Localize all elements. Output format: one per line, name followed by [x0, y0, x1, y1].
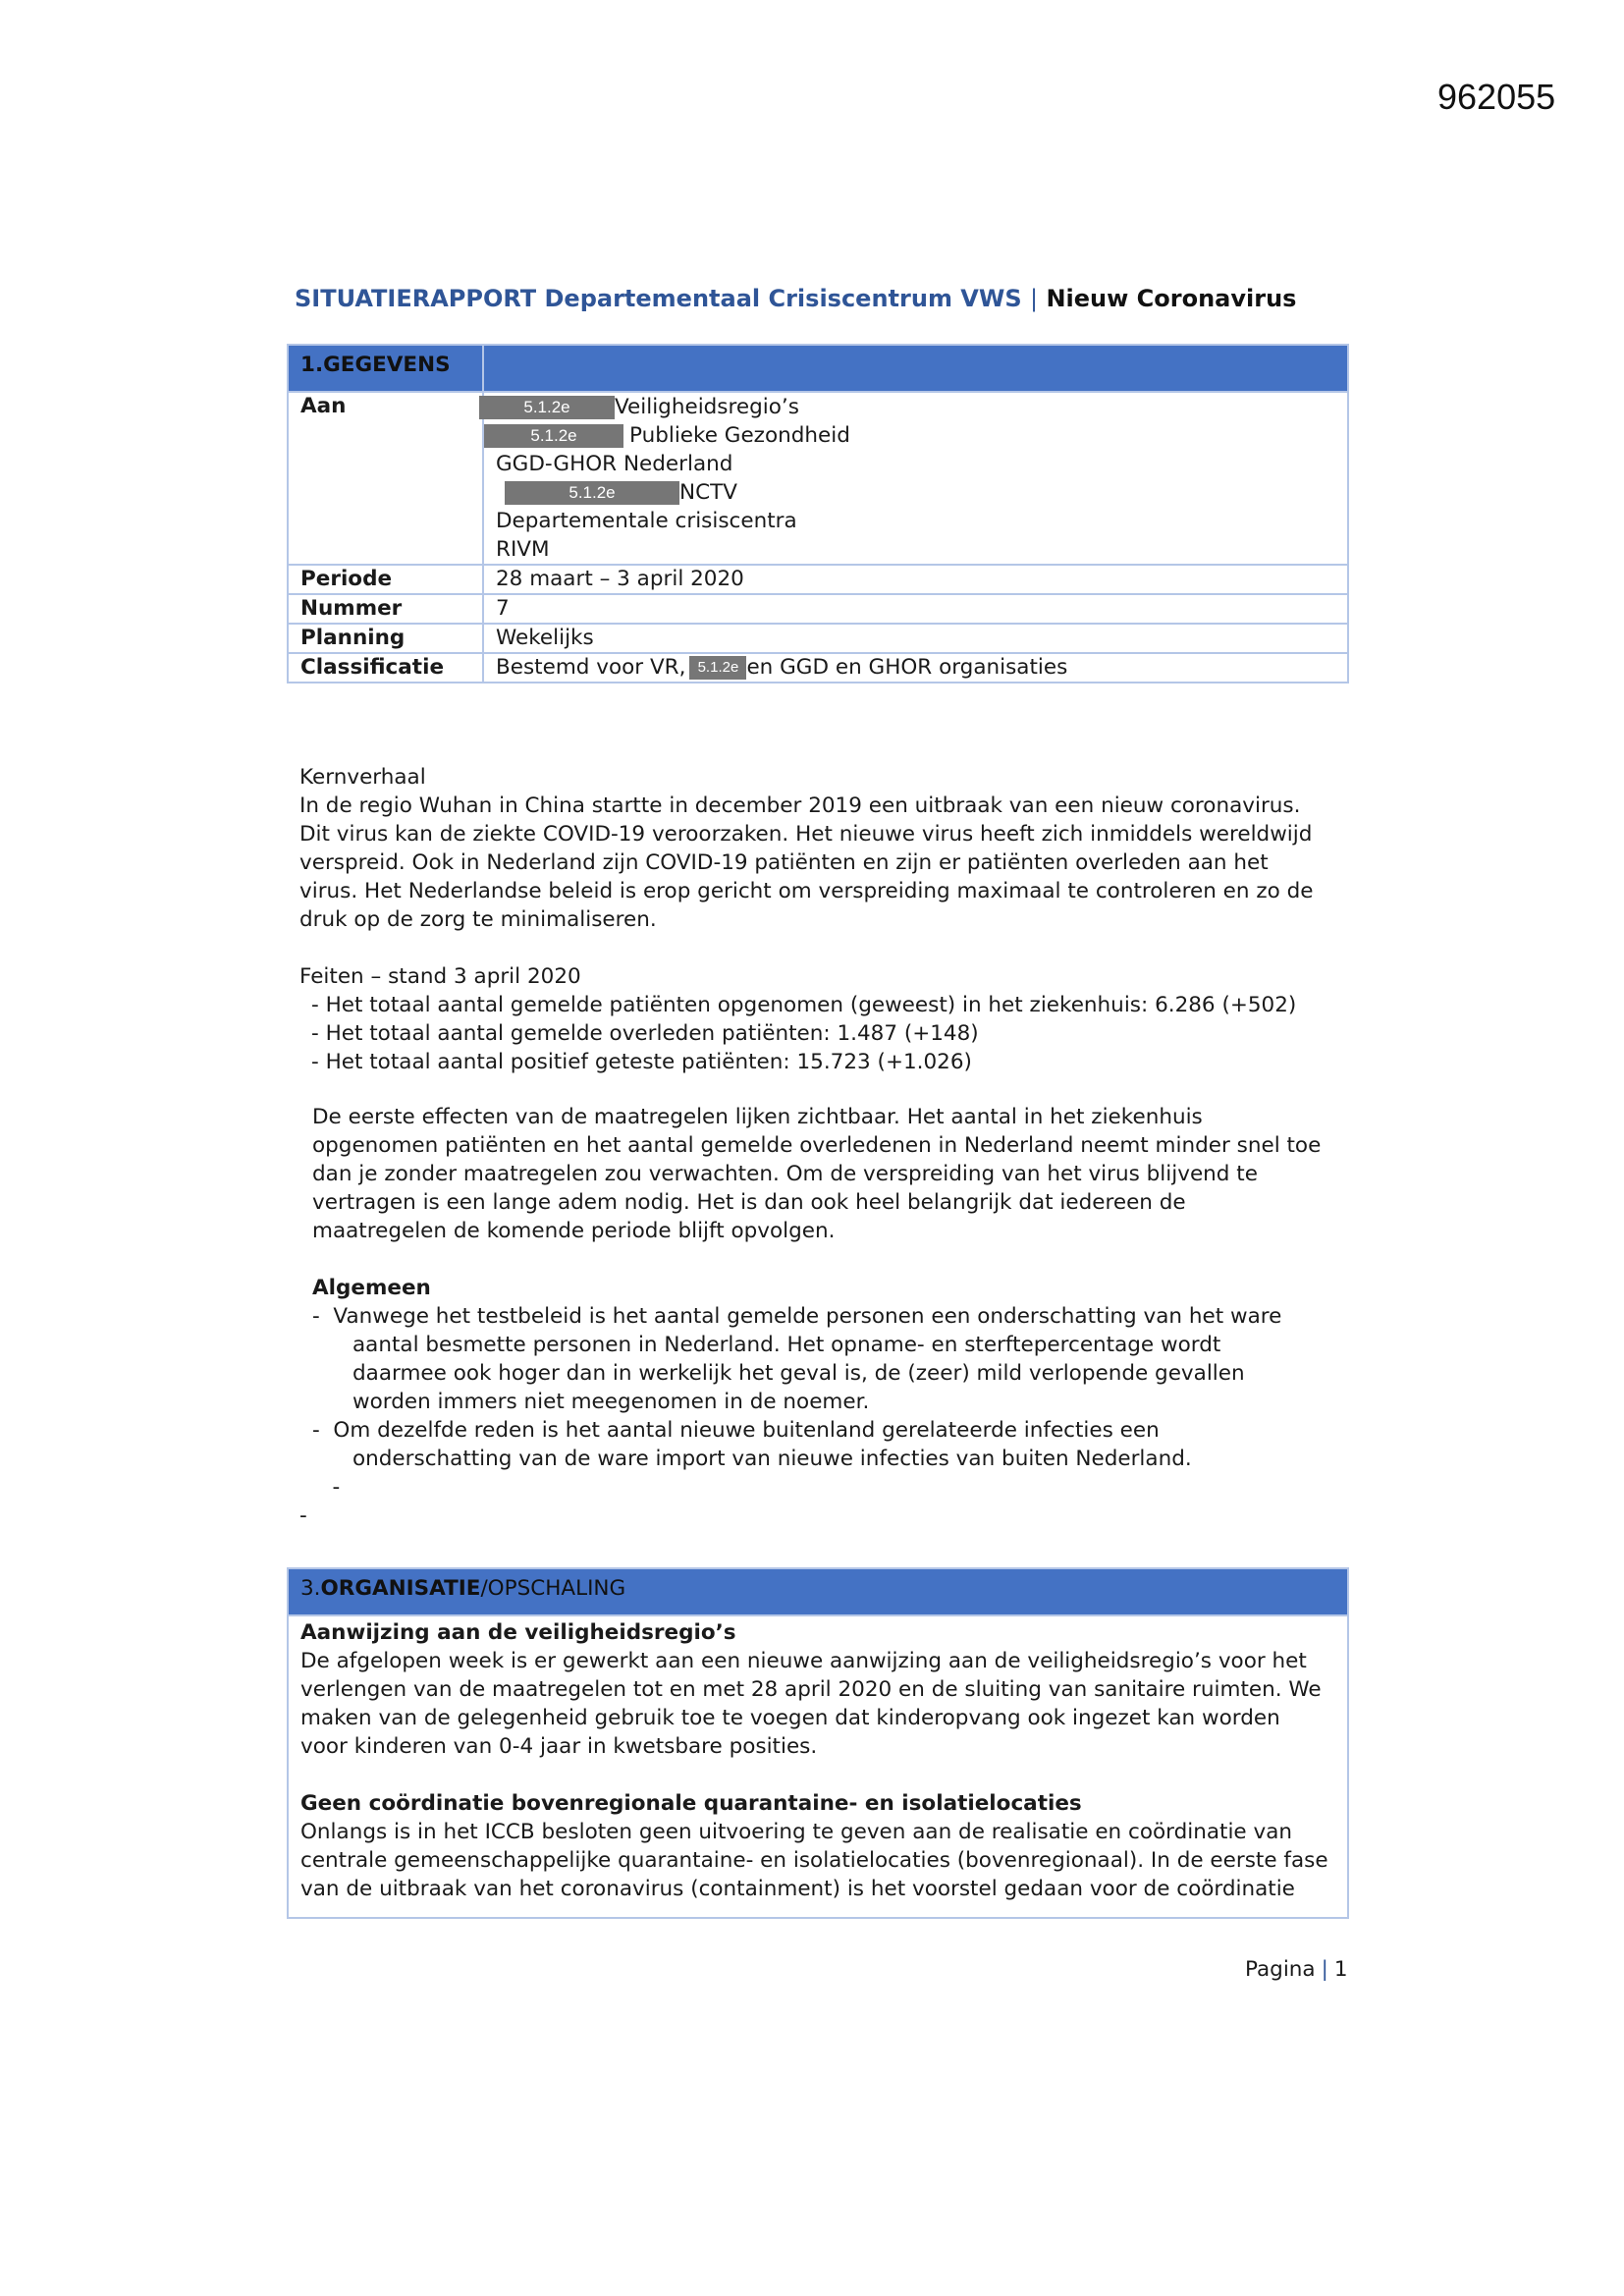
feiten-heading: Feiten – stand 3 april 2020	[299, 964, 581, 989]
title-main: SITUATIERAPPORT Departementaal Crisiscentrum VWS	[295, 285, 1022, 312]
kernverhaal-heading: Kernverhaal	[299, 765, 426, 790]
algemeen-line: worden immers niet meegenomen in de noemer.	[312, 1390, 870, 1414]
aan-line: Veiligheidsregio’s	[615, 395, 799, 419]
page-label: Pagina	[1245, 1957, 1316, 1982]
paragraph-line: In de regio Wuhan in China startte in december 2019 een uitbraak van een nieuw coronavirus.	[299, 793, 1301, 818]
redaction-box: 5.1.2e	[479, 396, 615, 419]
page-separator: |	[1321, 1957, 1328, 1982]
feiten-item: - Het totaal aantal positief geteste patiënten: 15.723 (+1.026)	[311, 1050, 972, 1074]
feiten-item: - Het totaal aantal gemelde overleden patiënten: 1.487 (+148)	[311, 1021, 979, 1046]
periode-value: 28 maart – 3 april 2020	[483, 565, 1348, 594]
kernverhaal-section	[299, 763, 1314, 934]
page-number: 1	[1333, 1957, 1348, 1982]
aan-value	[483, 392, 1348, 565]
feiten-section	[299, 962, 1296, 1076]
aan-label: Aan	[288, 392, 483, 565]
title-separator: |	[1030, 285, 1039, 312]
report-title	[295, 285, 1296, 312]
nummer-label: Nummer	[288, 594, 483, 624]
gegevens-table	[287, 344, 1349, 683]
paragraph-line: maatregelen de komende periode blijft opvolgen.	[312, 1219, 836, 1243]
algemeen-heading: Algemeen	[312, 1276, 431, 1300]
algemeen-line: - Om dezelfde reden is het aantal nieuwe buitenland gerelateerde infecties een	[312, 1418, 1160, 1443]
paragraph-line: verlengen van de maatregelen tot en met 28 april 2020 en de sluiting van sanitaire ruimten. We	[300, 1677, 1322, 1702]
organisatie-heading-num: 3.	[300, 1576, 321, 1601]
periode-label: Periode	[288, 565, 483, 594]
paragraph-line: De afgelopen week is er gewerkt aan een nieuwe aanwijzing aan de veiligheidsregio’s voor het	[300, 1649, 1307, 1673]
classificatie-after: en GGD en GHOR organisaties	[746, 655, 1068, 680]
algemeen-line: daarmee ook hoger dan in werkelijk het geval is, de (zeer) mild verlopende gevallen	[312, 1361, 1245, 1386]
aan-line: GGD-GHOR Nederland	[496, 452, 733, 476]
paragraph-line: centrale gemeenschappelijke quarantaine- en isolatielocaties (bovenregionaal). In de eerste fase	[300, 1848, 1328, 1873]
paragraph-line: opgenomen patiënten en het aantal gemelde overledenen in Nederland neemt minder snel toe	[312, 1133, 1322, 1158]
algemeen-line: aantal besmette personen in Nederland. Het opname- en sterftepercentage wordt	[312, 1333, 1221, 1357]
paragraph-line: Onlangs is in het ICCB besloten geen uitvoering te geven aan de realisatie en coördinatie van	[300, 1820, 1293, 1844]
redaction-box: 5.1.2e	[689, 656, 746, 680]
organisatie-heading-rest: /OPSCHALING	[480, 1576, 626, 1601]
organisatie-heading-bold: ORGANISATIE	[320, 1576, 481, 1601]
classificatie-label: Classificatie	[288, 653, 483, 683]
planning-value: Wekelijks	[483, 624, 1348, 653]
redaction-box: 5.1.2e	[505, 481, 679, 505]
aan-line: Departementale crisiscentra	[496, 509, 797, 533]
title-subject: Nieuw Coronavirus	[1046, 285, 1297, 312]
sub1-title: Aanwijzing aan de veiligheidsregio’s	[300, 1620, 736, 1645]
organisatie-body	[288, 1615, 1348, 1918]
paragraph-line: verspreid. Ook in Nederland zijn COVID-19 patiënten en zijn er patiënten overleden aan het	[299, 850, 1269, 875]
algemeen-line: - Vanwege het testbeleid is het aantal gemelde personen een onderschatting van het ware	[312, 1304, 1282, 1329]
algemeen-line: -	[299, 1503, 307, 1528]
aan-line: RIVM	[496, 537, 550, 562]
sub2-title: Geen coördinatie bovenregionale quarantaine- en isolatielocaties	[300, 1791, 1082, 1816]
paragraph-line: druk op de zorg te minimaliseren.	[299, 907, 657, 932]
planning-label: Planning	[288, 624, 483, 653]
algemeen-line: -	[312, 1475, 341, 1500]
paragraph-line: voor kinderen van 0-4 jaar in kwetsbare posities.	[300, 1734, 818, 1759]
document-number: 962055	[1437, 77, 1556, 117]
paragraph-line: van de uitbraak van het coronavirus (containment) is het voorstel gedaan voor de coördinatie	[300, 1877, 1295, 1901]
algemeen-line: onderschatting van de ware import van nieuwe infecties van buiten Nederland.	[312, 1447, 1192, 1471]
paragraph-line: Dit virus kan de ziekte COVID-19 veroorzaken. Het nieuwe virus heeft zich inmiddels wereldwijd	[299, 822, 1313, 847]
nummer-value: 7	[483, 594, 1348, 624]
classificatie-before: Bestemd voor VR,	[496, 655, 686, 680]
aan-line: Publieke Gezondheid	[629, 423, 850, 448]
paragraph-line: dan je zonder maatregelen zou verwachten. Om de verspreiding van het virus blijvend te	[312, 1162, 1258, 1186]
gegevens-heading-filler	[483, 345, 1348, 392]
paragraph-line: vertragen is een lange adem nodig. Het is dan ook heel belangrijk dat iedereen de	[312, 1190, 1186, 1215]
organisatie-heading	[288, 1568, 1348, 1615]
feiten-item: - Het totaal aantal gemelde patiënten opgenomen (geweest) in het ziekenhuis: 6.286 (+502)	[311, 993, 1297, 1017]
effecten-section	[312, 1103, 1321, 1245]
organisatie-table	[287, 1567, 1349, 1919]
algemeen-section	[299, 1274, 1281, 1530]
classificatie-value	[483, 653, 1348, 683]
page-footer	[1245, 1957, 1348, 1982]
paragraph-line: virus. Het Nederlandse beleid is erop gericht om verspreiding maximaal te controleren en zo de	[299, 879, 1314, 903]
gegevens-heading: 1.GEGEVENS	[288, 345, 483, 392]
paragraph-line: maken van de gelegenheid gebruik toe te voegen dat kinderopvang ook ingezet kan worden	[300, 1706, 1280, 1730]
redaction-box: 5.1.2e	[484, 424, 623, 448]
aan-line: NCTV	[679, 480, 737, 505]
paragraph-line: De eerste effecten van de maatregelen lijken zichtbaar. Het aantal in het ziekenhuis	[312, 1105, 1203, 1129]
